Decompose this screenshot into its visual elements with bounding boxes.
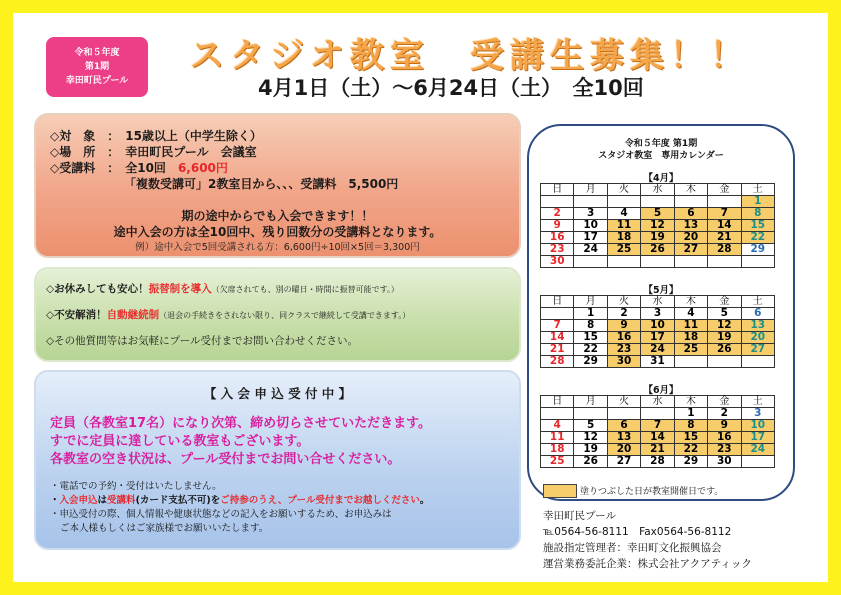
day-cell — [708, 356, 741, 368]
day-cell: 29 — [674, 456, 707, 468]
week-row — [541, 232, 775, 244]
apply-availability: 各教室の空き状況は、プール受付までお問い合せください。 — [50, 452, 401, 467]
month-table — [540, 395, 775, 468]
weekday-cell: 金 — [708, 184, 741, 196]
day-cell: 28 — [541, 356, 574, 368]
day-cell: 15 — [741, 220, 774, 232]
day-cell: 16 — [541, 232, 574, 244]
day-cell — [741, 256, 774, 268]
note-transfer-lead: ◇お休みしても安心！ — [46, 283, 149, 295]
day-cell: 7 — [541, 320, 574, 332]
week-row — [541, 244, 775, 256]
week-row — [541, 332, 775, 344]
weekday-cell: 日 — [541, 396, 574, 408]
day-cell: 2 — [708, 408, 741, 420]
weekday-cell: 木 — [674, 396, 707, 408]
day-cell: 22 — [741, 232, 774, 244]
day-cell: 21 — [708, 232, 741, 244]
apply-heading: 【 入 会 申 込 受 付 中 】 — [203, 386, 352, 401]
note-transfer-highlight: 振替制を導入 — [148, 283, 212, 295]
day-cell: 12 — [641, 220, 674, 232]
weekday-header — [541, 296, 775, 308]
info-target: ◇対 象 ： 15歳以上（中学生除く） — [50, 129, 262, 143]
day-cell — [607, 408, 640, 420]
day-cell: 9 — [708, 420, 741, 432]
day-cell: 20 — [741, 332, 774, 344]
calendar-subtitle: スタジオ教室 専用カレンダー — [598, 151, 724, 161]
day-cell: 19 — [574, 444, 607, 456]
day-cell: 18 — [541, 444, 574, 456]
day-cell — [641, 408, 674, 420]
day-cell: 8 — [741, 208, 774, 220]
day-cell: 6 — [607, 420, 640, 432]
day-cell: 5 — [641, 208, 674, 220]
day-cell: 28 — [641, 456, 674, 468]
info-example: 例）途中入会で5回受講される方：6,600円÷10回×5回＝3,300円 — [135, 242, 420, 253]
week-row — [541, 456, 775, 468]
day-cell: 24 — [574, 244, 607, 256]
day-cell: 10 — [574, 220, 607, 232]
day-cell: 11 — [674, 320, 707, 332]
note-questions: ◇その他質問等はお気軽にプール受付までお問い合わせください。 — [46, 335, 359, 347]
day-cell: 21 — [641, 444, 674, 456]
week-row — [541, 444, 775, 456]
day-cell: 2 — [607, 308, 640, 320]
month-label: 【6月】 — [643, 385, 679, 396]
day-cell — [741, 456, 774, 468]
day-cell: 7 — [641, 420, 674, 432]
day-cell: 16 — [607, 332, 640, 344]
calendar-title: 令和５年度 第1期 — [624, 139, 698, 149]
weekday-cell: 土 — [741, 184, 774, 196]
day-cell: 26 — [708, 344, 741, 356]
day-cell: 17 — [741, 432, 774, 444]
apply-full-note: すでに定員に達している教室もございます。 — [50, 434, 310, 449]
month-table — [540, 183, 775, 268]
day-cell: 4 — [541, 420, 574, 432]
day-cell: 1 — [741, 196, 774, 208]
day-cell: 30 — [541, 256, 574, 268]
day-cell: 23 — [708, 444, 741, 456]
day-cell: 14 — [708, 220, 741, 232]
day-cell: 3 — [741, 408, 774, 420]
note-auto-renew — [46, 307, 410, 322]
day-cell: 20 — [607, 444, 640, 456]
day-cell: 21 — [541, 344, 574, 356]
day-cell: 15 — [574, 332, 607, 344]
weekday-cell: 木 — [674, 184, 707, 196]
legend-swatch — [543, 484, 577, 498]
day-cell: 27 — [607, 456, 640, 468]
note-transfer-detail: （欠席されても、別の曜日・時間に振替可能です。） — [211, 285, 399, 294]
bring-card-note: (カード支払不可)を — [135, 495, 221, 506]
day-cell: 8 — [574, 320, 607, 332]
bring-period: 。 — [419, 495, 430, 506]
day-cell: 1 — [674, 408, 707, 420]
day-cell: 17 — [641, 332, 674, 344]
week-row — [541, 320, 775, 332]
badge-year: 令和５年度 — [74, 48, 120, 58]
note-renew-highlight: 自動継続制 — [106, 309, 160, 321]
week-row — [541, 208, 775, 220]
day-cell: 17 — [574, 232, 607, 244]
day-cell: 2 — [541, 208, 574, 220]
weekday-cell: 火 — [607, 296, 640, 308]
note-transfer — [46, 281, 399, 296]
note-renew-detail: （退会の手続きをされない限り、同クラスで継続して受講できます。） — [159, 311, 411, 320]
weekday-cell: 土 — [741, 296, 774, 308]
contact-name: 幸田町民プール — [543, 510, 616, 522]
bring-fee: 受講料 — [107, 495, 136, 506]
day-cell: 5 — [574, 420, 607, 432]
day-cell: 23 — [541, 244, 574, 256]
day-cell: 10 — [741, 420, 774, 432]
course-info-panel — [34, 113, 521, 258]
day-cell: 24 — [741, 444, 774, 456]
day-cell: 18 — [607, 232, 640, 244]
day-cell: 18 — [674, 332, 707, 344]
day-cell: 10 — [641, 320, 674, 332]
day-cell: 12 — [574, 432, 607, 444]
weekday-cell: 水 — [641, 184, 674, 196]
day-cell: 13 — [674, 220, 707, 232]
day-cell: 13 — [607, 432, 640, 444]
day-cell: 3 — [641, 308, 674, 320]
day-cell: 9 — [607, 320, 640, 332]
day-cell: 4 — [674, 308, 707, 320]
weekday-cell: 水 — [641, 396, 674, 408]
day-cell: 1 — [574, 308, 607, 320]
bring-instruction: ご持参のうえ、プール受付までお越しください — [220, 495, 420, 506]
month-table — [540, 295, 775, 368]
week-row — [541, 344, 775, 356]
weekday-header — [541, 396, 775, 408]
day-cell: 20 — [674, 232, 707, 244]
weekday-cell: 水 — [641, 296, 674, 308]
day-cell: 19 — [641, 232, 674, 244]
fee-value: 6,600円 — [177, 161, 228, 175]
day-cell: 28 — [708, 244, 741, 256]
apply-bullet-phone: ・電話での予約・受付はいたしません。 — [50, 481, 222, 492]
day-cell — [641, 256, 674, 268]
contact-manager: 施設指定管理者：幸田町文化振興協会 — [543, 542, 722, 554]
day-cell — [674, 256, 707, 268]
weekday-cell: 金 — [708, 396, 741, 408]
weekday-cell: 火 — [607, 184, 640, 196]
day-cell: 11 — [607, 220, 640, 232]
day-cell: 29 — [574, 356, 607, 368]
fee-label: ◇受講料 ： 全10回 — [50, 161, 178, 175]
day-cell — [541, 408, 574, 420]
day-cell — [741, 356, 774, 368]
day-cell: 4 — [607, 208, 640, 220]
info-midway-1: 期の途中からでも入会できます！！ — [181, 209, 374, 223]
weekday-cell: 月 — [574, 184, 607, 196]
day-cell: 6 — [741, 308, 774, 320]
day-cell — [541, 196, 574, 208]
day-cell: 6 — [674, 208, 707, 220]
date-range: 4月1日（土）～6月24日（土） 全10回 — [258, 76, 644, 100]
bring-apply: 入会申込 — [59, 495, 98, 506]
day-cell: 22 — [674, 444, 707, 456]
day-cell: 8 — [674, 420, 707, 432]
day-cell: 27 — [674, 244, 707, 256]
note-renew-lead: ◇不安解消！ — [46, 309, 107, 321]
day-cell — [708, 256, 741, 268]
apply-capacity: 定員（各教室17名）になり次第、締め切らさせていただきます。 — [50, 416, 432, 431]
weekday-cell: 日 — [541, 296, 574, 308]
week-row — [541, 432, 775, 444]
day-cell: 26 — [574, 456, 607, 468]
day-cell: 25 — [607, 244, 640, 256]
day-cell: 25 — [541, 456, 574, 468]
day-cell: 31 — [641, 356, 674, 368]
day-cell: 7 — [708, 208, 741, 220]
week-row — [541, 356, 775, 368]
info-multi: 「複数受講可」2教室目から、、、受講料 5,500円 — [124, 177, 399, 191]
application-panel — [34, 370, 521, 550]
weekday-cell: 金 — [708, 296, 741, 308]
week-row — [541, 256, 775, 268]
week-row — [541, 196, 775, 208]
day-cell: 12 — [708, 320, 741, 332]
day-cell: 14 — [641, 432, 674, 444]
month-label: 【5月】 — [643, 285, 679, 296]
day-cell: 27 — [741, 344, 774, 356]
day-cell: 9 — [541, 220, 574, 232]
info-fee — [50, 159, 228, 176]
day-cell — [541, 308, 574, 320]
bring-ha: は — [97, 495, 108, 506]
bring-prefix: ・ — [50, 495, 60, 506]
day-cell: 19 — [708, 332, 741, 344]
day-cell — [574, 408, 607, 420]
day-cell: 11 — [541, 432, 574, 444]
info-place: ◇場 所 ： 幸田町民プール 会議室 — [50, 145, 257, 159]
month-label: 【4月】 — [643, 173, 679, 184]
day-cell — [708, 196, 741, 208]
day-cell: 26 — [641, 244, 674, 256]
week-row — [541, 308, 775, 320]
day-cell: 13 — [741, 320, 774, 332]
contact-phone: ℡0564-56-8111 Fax0564-56-8112 — [543, 526, 732, 538]
day-cell — [574, 196, 607, 208]
day-cell: 29 — [741, 244, 774, 256]
day-cell: 5 — [708, 308, 741, 320]
week-row — [541, 408, 775, 420]
day-cell: 3 — [574, 208, 607, 220]
badge-term: 第1期 — [84, 62, 110, 72]
weekday-cell: 土 — [741, 396, 774, 408]
apply-bullet-bring — [50, 492, 429, 506]
page-title: スタジオ教室 受講生募集！！ — [190, 36, 750, 76]
notes-panel — [34, 267, 521, 362]
day-cell: 25 — [674, 344, 707, 356]
info-midway-2: 途中入会の方は全10回中、残り回数分の受講料となります。 — [113, 225, 442, 239]
weekday-cell: 日 — [541, 184, 574, 196]
day-cell: 24 — [641, 344, 674, 356]
day-cell — [607, 196, 640, 208]
weekday-cell: 火 — [607, 396, 640, 408]
week-row — [541, 420, 775, 432]
apply-bullet-privacy: ・申込受付の際、個人情報や健康状態などの記入をお願いするため、お申込みは — [50, 509, 392, 520]
weekday-header — [541, 184, 775, 196]
term-badge — [46, 37, 148, 97]
day-cell: 30 — [708, 456, 741, 468]
day-cell: 14 — [541, 332, 574, 344]
apply-bullet-family: ご本人様もしくはご家族様でお願いいたします。 — [60, 523, 269, 534]
badge-facility: 幸田町民プール — [65, 76, 129, 86]
day-cell: 22 — [574, 344, 607, 356]
week-row — [541, 220, 775, 232]
day-cell — [607, 256, 640, 268]
day-cell: 23 — [607, 344, 640, 356]
contact-operator: 運営業務委託企業：株式会社アクアティック — [543, 558, 752, 570]
day-cell: 16 — [708, 432, 741, 444]
day-cell: 30 — [607, 356, 640, 368]
weekday-cell: 木 — [674, 296, 707, 308]
day-cell: 15 — [674, 432, 707, 444]
day-cell — [574, 256, 607, 268]
legend-text: 塗りつぶした日が教室開催日です。 — [580, 487, 724, 497]
day-cell — [674, 196, 707, 208]
day-cell — [641, 196, 674, 208]
day-cell — [674, 356, 707, 368]
weekday-cell: 月 — [574, 396, 607, 408]
weekday-cell: 月 — [574, 296, 607, 308]
